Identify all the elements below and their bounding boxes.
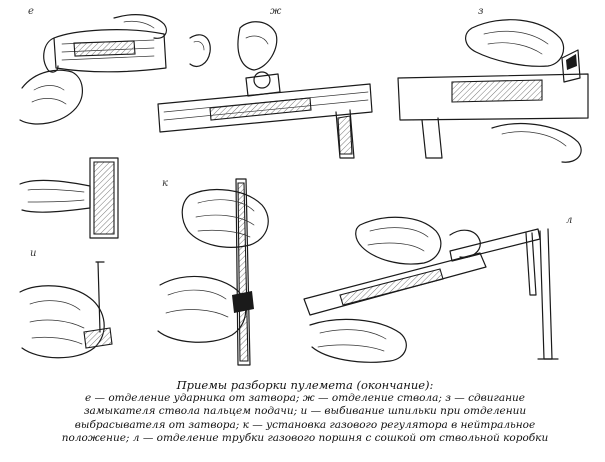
gas-regulator-drawing xyxy=(150,175,295,370)
barrel-removal-drawing xyxy=(150,8,380,168)
panel-label-i: и xyxy=(30,248,37,259)
panel-label-zh: ж xyxy=(270,6,282,17)
panel-label-e: е xyxy=(28,6,34,17)
panel-label-l: л xyxy=(566,215,573,226)
panel-label-k: к xyxy=(162,178,168,189)
hammer-drawing xyxy=(14,150,124,245)
pin-knockout-drawing xyxy=(14,252,134,367)
panel-label-z: з xyxy=(478,6,484,17)
illustration-panel-k xyxy=(150,175,295,370)
illustration-panel-z xyxy=(392,8,592,168)
caption-title: Приемы разборки пулемета (окончание): xyxy=(176,378,434,392)
figure-caption xyxy=(20,378,590,446)
caption-line-3: выбрасывателя от затвора; к — установка газового регулятора в нейтральное xyxy=(74,418,536,431)
caption-line-2: замыкателя ствола пальцем подачи; и — выбивание шпильки при отделении xyxy=(83,405,527,418)
piston-tube-bipod-drawing xyxy=(300,195,595,370)
caption-line-1: е — отделение ударника от затвора; ж — отделение ствола; з — сдвигание xyxy=(84,392,526,404)
barrel-lock-drawing xyxy=(392,8,592,168)
illustration-panel-zh xyxy=(150,8,380,168)
illustration-panel-hammer xyxy=(14,150,124,245)
illustration-panel-i xyxy=(14,252,134,367)
illustration-panel-l xyxy=(300,195,595,370)
caption-line-4: положение; л — отделение трубки газового поршня с сошкой от ствольной коробки xyxy=(61,432,549,445)
